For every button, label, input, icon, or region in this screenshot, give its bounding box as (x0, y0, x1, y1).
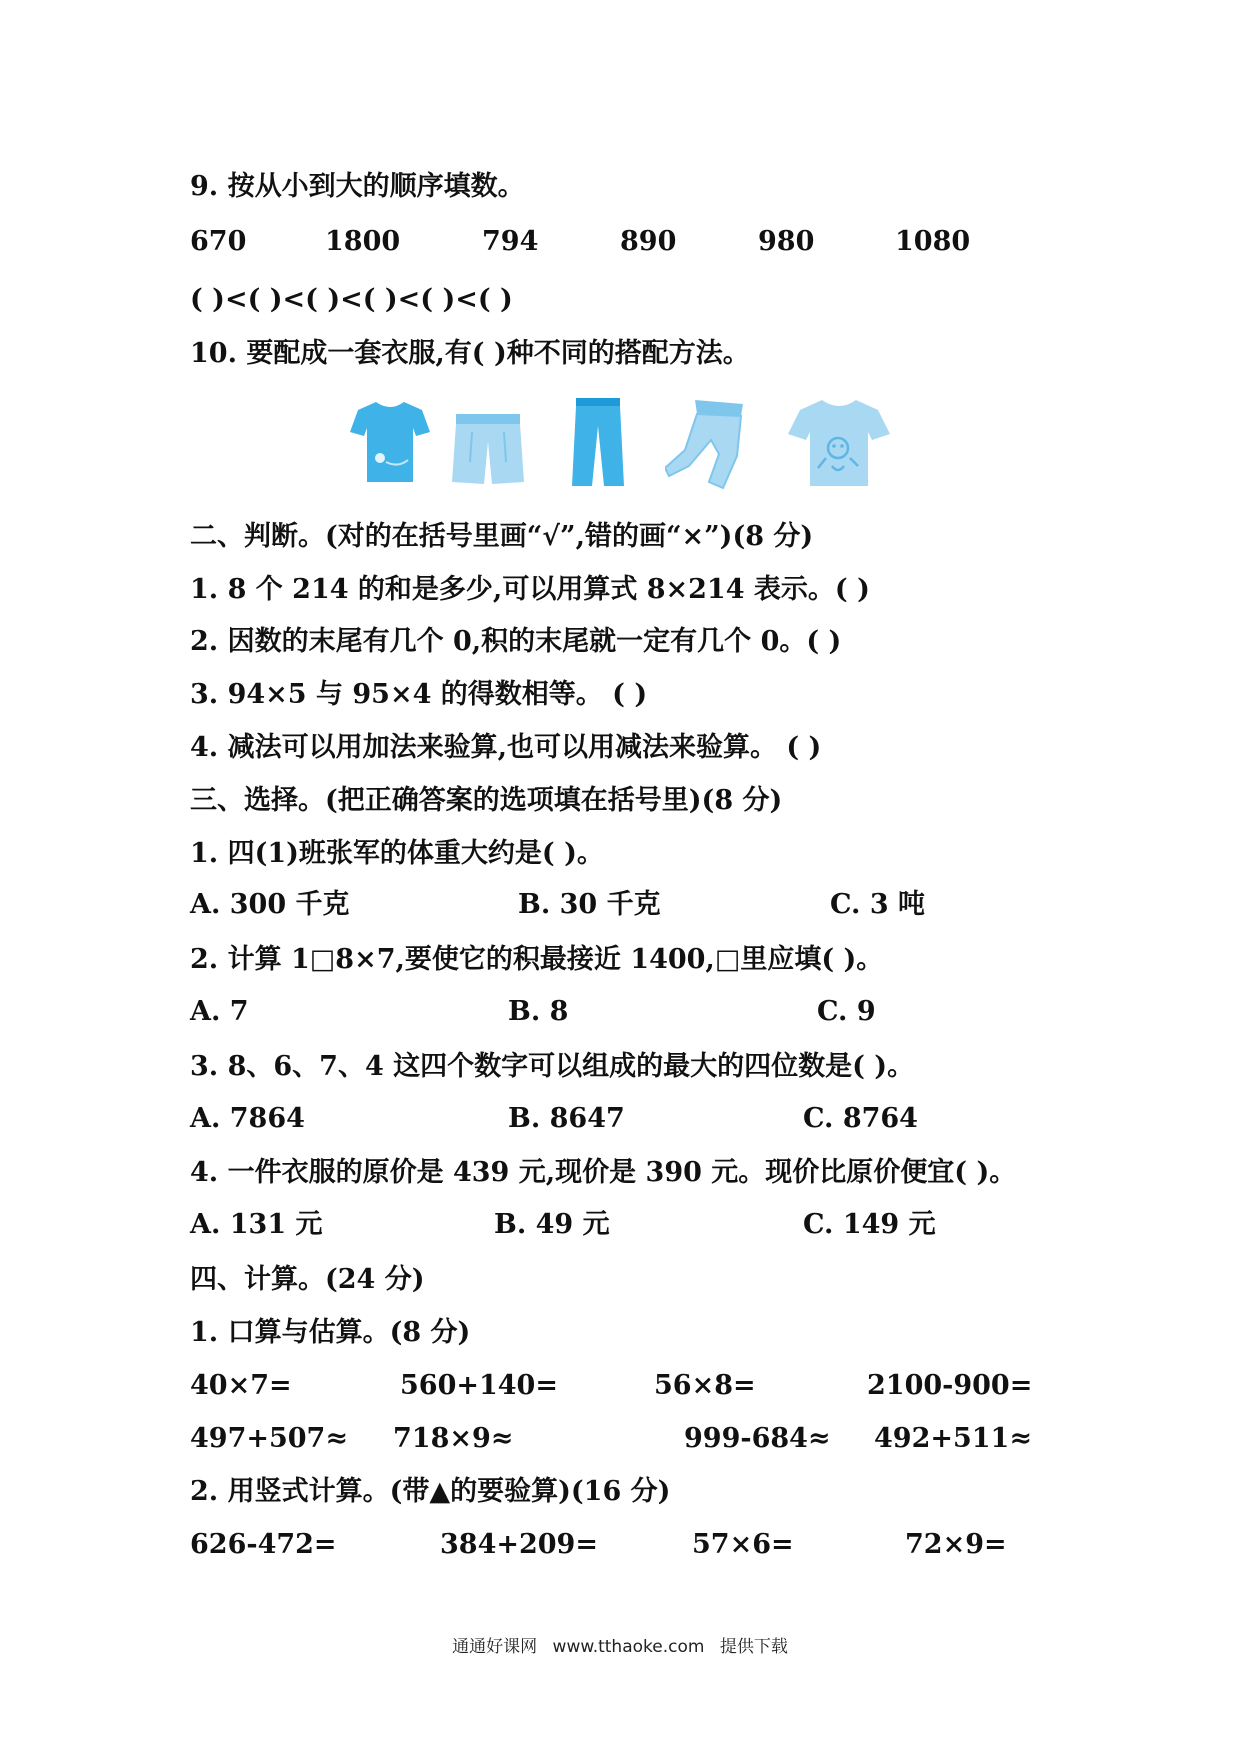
q9-number: 980 (758, 226, 815, 257)
q9-number: 670 (190, 226, 247, 257)
judgement-item: 3. 94×5 与 95×4 的得数相等。 ( ) (190, 679, 648, 710)
section4-heading: 四、计算。(24 分) (190, 1264, 425, 1295)
choice-option: A. 300 千克 (190, 889, 350, 920)
vertical-calc-item: 384+209= (440, 1529, 598, 1560)
q9-number: 1080 (895, 226, 971, 257)
q9-blanks: ( )<( )<( )<( )<( )<( ) (190, 284, 513, 315)
section4-part1-title: 1. 口算与估算。(8 分) (190, 1317, 471, 1348)
vertical-calc-item: 72×9= (905, 1529, 1007, 1560)
choice-option: B. 8647 (508, 1103, 625, 1134)
choice-option: C. 8764 (803, 1103, 918, 1134)
trousers-icon (570, 398, 626, 488)
estimate-item: 718×9≈ (393, 1423, 514, 1454)
q9-number: 1800 (325, 226, 401, 257)
choice-question-stem: 4. 一件衣服的原价是 439 元,现价是 390 元。现价比原价便宜( )。 (190, 1157, 1017, 1188)
q9-number: 890 (620, 226, 677, 257)
choice-option: B. 30 千克 (518, 889, 661, 920)
vertical-calc-item: 57×6= (692, 1529, 794, 1560)
footer-suffix: 提供下载 (719, 1637, 788, 1657)
section2-heading: 二、判断。(对的在括号里画“√”,错的画“×”)(8 分) (190, 521, 814, 552)
oral-calc-item: 2100-900= (867, 1370, 1033, 1401)
choice-option: C. 3 吨 (830, 889, 926, 920)
page-footer (0, 1632, 1240, 1657)
estimate-item: 492+511≈ (874, 1423, 1032, 1454)
judgement-item: 1. 8 个 214 的和是多少,可以用算式 8×214 表示。( ) (190, 574, 870, 605)
choice-question-stem: 3. 8、6、7、4 这四个数字可以组成的最大的四位数是( )。 (190, 1051, 915, 1082)
choice-question-stem: 1. 四(1)班张军的体重大约是( )。 (190, 838, 604, 869)
footer-site-name: 通通好课网 (452, 1637, 538, 1657)
shorts-icon (452, 412, 524, 486)
choice-option: B. 49 元 (494, 1209, 610, 1240)
footer-url: www.tthaoke.com (552, 1637, 705, 1657)
oral-calc-item: 40×7= (190, 1370, 292, 1401)
choice-option: A. 7 (190, 996, 249, 1027)
choice-question-stem: 2. 计算 1□8×7,要使它的积最接近 1400,□里应填( )。 (190, 944, 884, 975)
judgement-item: 4. 减法可以用加法来验算,也可以用减法来验算。 ( ) (190, 732, 822, 763)
section3-heading: 三、选择。(把正确答案的选项填在括号里)(8 分) (190, 785, 783, 816)
choice-option: A. 7864 (190, 1103, 305, 1134)
monkey-tshirt-icon (788, 396, 890, 488)
vertical-calc-item: 626-472= (190, 1529, 337, 1560)
choice-option: A. 131 元 (190, 1209, 323, 1240)
q9-number: 794 (482, 226, 539, 257)
choice-option: C. 149 元 (803, 1209, 936, 1240)
tshirt-icon (350, 398, 430, 484)
estimate-item: 497+507≈ (190, 1423, 348, 1454)
jeans-icon (665, 396, 755, 490)
estimate-item: 999-684≈ (684, 1423, 831, 1454)
choice-option: B. 8 (508, 996, 569, 1027)
oral-calc-item: 560+140= (400, 1370, 558, 1401)
oral-calc-item: 56×8= (654, 1370, 756, 1401)
judgement-item: 2. 因数的末尾有几个 0,积的末尾就一定有几个 0。( ) (190, 626, 842, 657)
q9-title: 9. 按从小到大的顺序填数。 (190, 171, 525, 202)
q10-title: 10. 要配成一套衣服,有( )种不同的搭配方法。 (190, 338, 750, 369)
choice-option: C. 9 (817, 996, 876, 1027)
section4-part2-title: 2. 用竖式计算。(带▲的要验算)(16 分) (190, 1476, 671, 1507)
